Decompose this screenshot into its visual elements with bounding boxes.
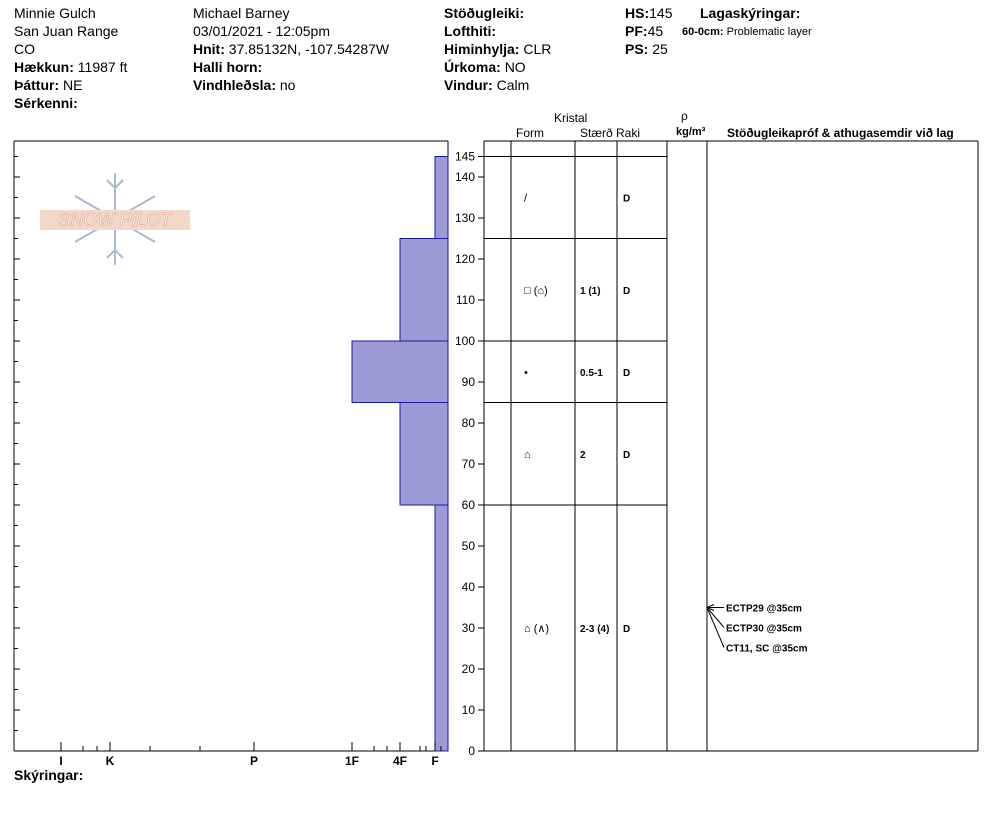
location-name: Minnie Gulch: [14, 5, 96, 21]
hardness-tick-label: K: [105, 754, 115, 768]
rho-header: ρ: [681, 109, 688, 123]
layer-grain-form: •: [524, 366, 528, 379]
layer-grain-size: 2-3 (4): [580, 624, 610, 635]
observer-name: Michael Barney: [193, 5, 290, 21]
aspect-value: NE: [63, 77, 83, 93]
density-unit-header: kg/m³: [676, 126, 706, 138]
mountain-range: San Juan Range: [14, 23, 119, 39]
depth-tick-label: 0: [468, 744, 475, 758]
stability-test-label: CT11, SC @35cm: [726, 643, 808, 655]
windload-value: no: [279, 77, 296, 93]
precip-value: NO: [504, 59, 526, 75]
layer-moisture: D: [623, 624, 631, 635]
airtemp-label: Lofthiti:: [444, 23, 497, 39]
test-leader-line: [707, 608, 724, 628]
test-leader-line: [707, 608, 724, 648]
coords-value: 37.85132N, -107.54287W: [228, 41, 390, 57]
depth-tick-label: 70: [461, 457, 475, 471]
layer-grain-size: 2: [580, 449, 586, 461]
wind-label: Vindur:: [444, 77, 493, 93]
layer-notes-label: Lagaskýringar:: [700, 5, 801, 21]
layer-grain-form: ⌂: [524, 448, 531, 461]
ps-value: 25: [652, 41, 668, 57]
ps-label: PS:: [625, 41, 649, 57]
specifics-label: Sérkenni:: [14, 95, 78, 111]
hardness-bar: [352, 341, 448, 403]
sky-value: CLR: [523, 41, 552, 57]
depth-tick-label: 130: [454, 211, 475, 225]
layer-moisture: D: [623, 285, 631, 297]
coords-label: Hnit:: [193, 41, 225, 57]
pf-value: 45: [647, 23, 664, 39]
depth-tick-label: 140: [454, 170, 475, 184]
snowpilot-logo: [40, 173, 190, 265]
moisture-header: Raki: [616, 126, 641, 140]
depth-tick-label: 145: [454, 149, 475, 164]
hardness-tick-label: P: [249, 754, 259, 768]
stability-test-label: ECTP30 @35cm: [726, 623, 802, 635]
pf-label: PF:: [625, 23, 648, 39]
depth-tick-label: 80: [461, 416, 475, 430]
depth-tick-label: 20: [461, 662, 475, 676]
hardness-bar: [400, 239, 448, 342]
layer-moisture: D: [623, 193, 631, 205]
comments-label: Skýringar:: [14, 767, 84, 783]
elevation-value: 11987 ft: [77, 59, 128, 75]
form-header: Form: [516, 126, 544, 140]
depth-tick-label: 30: [461, 621, 475, 635]
depth-tick-label: 90: [461, 375, 475, 389]
depth-tick-label: 120: [454, 252, 475, 266]
observation-datetime: 03/01/2021 - 12:05pm: [193, 23, 330, 39]
size-header: Stærð: [580, 126, 613, 140]
stability-label: Stöðugleiki:: [444, 5, 525, 21]
layer-grain-form: ⌂ (∧): [524, 623, 550, 635]
slope-label: Halli horn:: [193, 59, 263, 75]
elevation-label: Hækkun:: [14, 59, 74, 75]
hs-value: 145: [649, 5, 673, 21]
aspect-label: Þáttur:: [14, 77, 60, 93]
depth-tick-label: 40: [461, 580, 475, 594]
wind-value: Calm: [496, 77, 530, 93]
depth-tick-label: 10: [461, 703, 475, 717]
windload-label: Vindhleðsla:: [193, 77, 276, 93]
hs-label: HS:: [625, 5, 650, 21]
logo-text: SNOW PILOT: [58, 210, 172, 230]
layer-grain-form: /: [524, 192, 528, 205]
crystal-header: Kristal: [554, 111, 588, 125]
hardness-bar: [435, 157, 448, 239]
precip-label: Úrkoma:: [444, 59, 501, 75]
layer-grain-size: 1 (1): [580, 285, 601, 297]
depth-tick-label: 50: [461, 539, 475, 553]
layer-note-depth: 60-0cm:: [682, 26, 724, 38]
hardness-tick-label: 4F: [392, 754, 408, 768]
layer-moisture: D: [623, 367, 631, 379]
depth-tick-label: 60: [461, 498, 475, 512]
hardness-tick-label: I: [59, 754, 63, 768]
depth-tick-label: 110: [455, 293, 475, 307]
depth-tick-label: 100: [454, 334, 475, 348]
hardness-tick-label: F: [431, 754, 439, 768]
hardness-bar: [400, 403, 448, 506]
hardness-bar: [435, 505, 448, 751]
layer-note-text: Problematic layer: [726, 26, 812, 38]
tests-header: Stöðugleikapróf & athugasemdir við lag: [727, 126, 954, 140]
sky-label: Himinhylja:: [444, 41, 520, 57]
stability-test-label: ECTP29 @35cm: [726, 603, 802, 615]
layer-grain-form: □ (⌂): [524, 284, 548, 297]
state: CO: [14, 41, 35, 57]
layer-grain-size: 0.5-1: [580, 367, 603, 379]
layer-moisture: D: [623, 449, 631, 461]
hardness-tick-label: 1F: [344, 754, 360, 768]
